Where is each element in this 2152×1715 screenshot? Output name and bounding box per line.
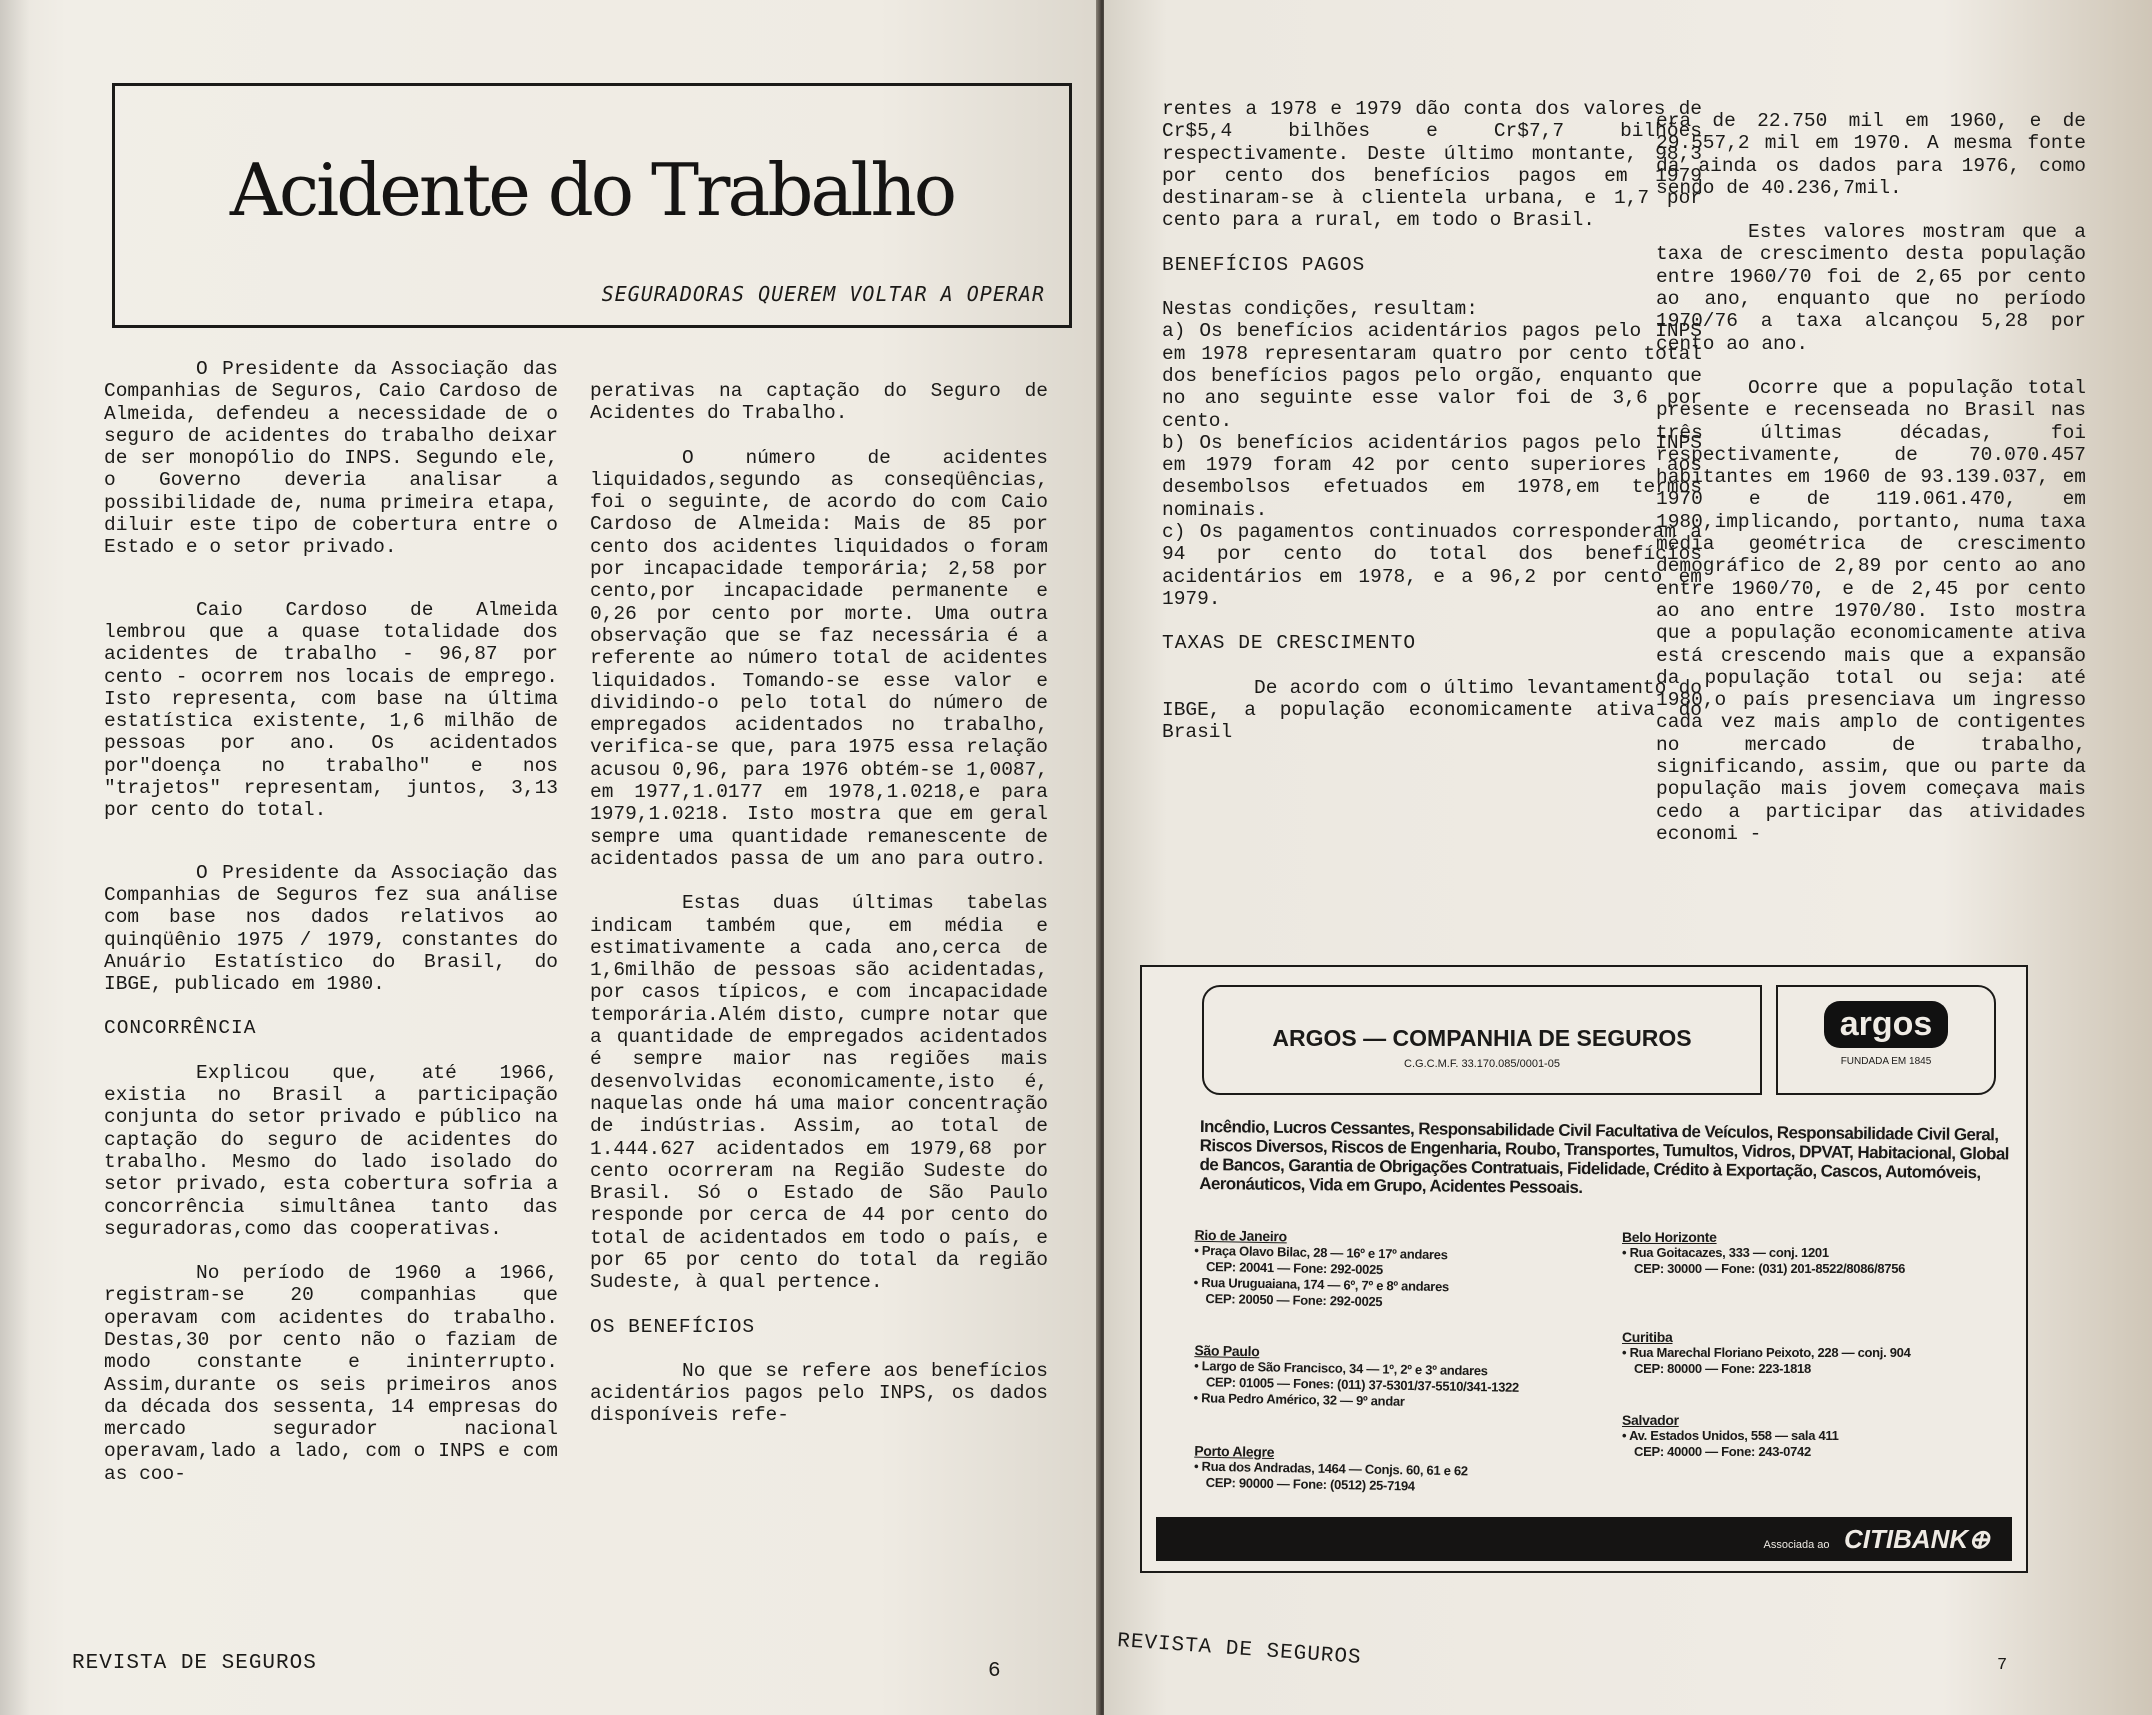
branch-cep: CEP: 30000 — Fone: (031) 201-8522/8086/8756 bbox=[1634, 1261, 1906, 1276]
ad-footer-bar bbox=[1156, 1517, 2012, 1561]
footer-magazine-title: REVISTA DE SEGUROS bbox=[1116, 1630, 1363, 1671]
paragraph: b) Os benefícios acidentários pagos pelo INPS em 1979 foram 42 por cento superiores aos desembolsos efetuados em 1978,em termos nominais. bbox=[1162, 431, 1702, 521]
right-column-2 bbox=[1656, 110, 2086, 867]
article-title: Acidente do Trabalho bbox=[229, 148, 955, 232]
ad-logo-box bbox=[1776, 985, 1996, 1095]
paragraph: No período de 1960 a 1966, registram-se 20 companhias que operavam com acidentes do trabalho. Destas,30 por cento não o faziam de modo constante e ininterrupto. Assim,durante os seis primeiros anos da década dos sessenta, 14 empresas do mercado segurador nacional operavam,lado a lado, com o INPS e com as coo- bbox=[104, 1262, 558, 1485]
branch-city: Porto Alegre bbox=[1194, 1442, 1275, 1461]
paragraph: Explicou que, até 1966, existia no Brasil a participação conjunta do setor privado e público na captação do seguro de acidentes do trabalho. Mesmo do lado isolado do setor privado, esta cobertura sofria a concorrência simultânea tanto das seguradoras,como das cooperativas. bbox=[104, 1061, 558, 1240]
ad-associated-label: Associada ao bbox=[1763, 1539, 1830, 1551]
argos-advertisement bbox=[1140, 965, 2028, 1573]
left-column-1 bbox=[104, 358, 558, 1507]
footer-magazine-title: REVISTA DE SEGUROS bbox=[72, 1652, 317, 1675]
branch-address: • Rua Marechal Floriano Peixoto, 228 — conj. 904 bbox=[1622, 1345, 1911, 1360]
paragraph: O Presidente da Associação das Companhias de Seguros fez sua análise com base nos dados relativos ao quinqüênio 1975 / 1979, constantes do Anuário Estatístico do Brasil, do IBGE, publicado em 1980. bbox=[104, 861, 558, 996]
paragraph: O número de acidentes liquidados,segundo as conseqüências, foi o seguinte, de acordo do com Caio Cardoso de Almeida: Mais de 85 por cento dos acidentes liquidados o foram por incapacidade temporária; 2,58 por cento,por incapacidade permanente e 0,26 por cento por morte. Uma outra observação que se faz necessária é a referente ao número total de acidentes liquidados. Tomando-se esse valor e dividindo-o pelo total do número de empregados acidentados no trabalho, verifica-se que, para 1975 essa relação acusou 0,96, para 1976 obtém-se 1,0087, em 1977,1.0177 em 1978,1.0218,e para 1979,1.0218. Isto mostra que em geral sempre uma quantidade remanescente de acidentados passa de um ano para outro. bbox=[590, 446, 1048, 870]
branch-address: • Rua Uruguaiana, 174 — 6º, 7º e 8º andares bbox=[1193, 1274, 1450, 1295]
page-number: 7 bbox=[1997, 1656, 2009, 1675]
ad-founded: FUNDADA EM 1845 bbox=[1840, 1056, 1932, 1067]
paragraph: De acordo com o último levantamento do IBGE, a população economicamente ativa do Brasil bbox=[1162, 676, 1702, 744]
branch-address: • Largo de São Francisco, 34 — 1º, 2º e 3º andares bbox=[1194, 1358, 1488, 1379]
branch-address: • Av. Estados Unidos, 558 — sala 411 bbox=[1622, 1428, 1839, 1443]
paragraph: c) Os pagamentos continuados corresponderam a 94 por cento do total dos benefícios acidentários em 1978, e a 96,2 por cento em 1979. bbox=[1162, 521, 1702, 610]
branch-cep: CEP: 20041 — Fone: 292-0025 bbox=[1205, 1258, 1384, 1278]
section-heading-beneficios: OS BENEFÍCIOS bbox=[590, 1315, 756, 1338]
branch-city: Belo Horizonte bbox=[1622, 1229, 1717, 1245]
paragraph: Nestas condições, resultam: bbox=[1162, 298, 1478, 321]
branch-address: • Rua Pedro Américo, 32 — 9º andar bbox=[1193, 1390, 1405, 1409]
paragraph: perativas na captação do Seguro de Acidentes do Trabalho. bbox=[590, 380, 1048, 425]
paragraph: rentes a 1978 e 1979 dão conta dos valores de Cr$5,4 bilhões e Cr$7,7 bilhões respectivamente. Deste último montante, 98,3 por cento dos benefícios pagos em 1979 destinaram-se à clientela urbana, e 1,7 por cento para a rural, em todo o Brasil. bbox=[1162, 98, 1702, 232]
paragraph: Estas duas últimas tabelas indicam também que, em média e estimativamente a cada ano,cerca de 1,6milhão de pessoas são acidentadas, por casos típicos, e com incapacidade temporária.Além disto, cumpre notar que a quantidade de empregados acidentados é sempre maior nas regiões mais desenvolvidas economicamente,isto é, naquelas onde há uma maior concentração de indústrias. Assim, ao total de 1.444.627 acidentados em 1979,68 por cento ocorreram na Região Sudeste do Brasil. Só o Estado de São Paulo responde por cerca de 44 por cento do total de acidentados em todo o país, e por 65 por cento do total da região Sudeste, à qual pertence. bbox=[590, 892, 1048, 1294]
branch-cep: CEP: 90000 — Fone: (0512) 25-7194 bbox=[1205, 1474, 1415, 1494]
ad-cgc: C.G.C.M.F. 33.170.085/0001-05 bbox=[1404, 1058, 1560, 1070]
paragraph: Ocorre que a população total presente e recenseada no Brasil nas três últimas décadas, foi respectivamente, de 70.070.457 habitantes em 1960 de 93.139.037, em 1970 e de 119.061.470, em 1980,implicando, portanto, numa taxa média geométrica de crescimento demográfico de 2,89 por cento ao ano entre 1960/70, e de 2,45 por cento ao ano entre 1970/80. Isto mostra que a população economicamente ativa está crescendo mais que a expansão da população total ou seja: até 1980,o país presenciava um ingresso cada vez mais amplo de contigentes no mercado de trabalho, significando, assim, que ou parte da população mais jovem começava mais cedo a participar das atividades economi - bbox=[1656, 376, 2086, 845]
article-subtitle: SEGURADORAS QUEREM VOLTAR A OPERAR bbox=[601, 282, 1045, 306]
ad-company-header bbox=[1202, 985, 1762, 1095]
article-title-box bbox=[112, 83, 1072, 328]
branch-city: Curitiba bbox=[1622, 1329, 1673, 1345]
paragraph: No que se refere aos benefícios acidentários pagos pelo INPS, os dados disponíveis refe- bbox=[590, 1359, 1048, 1427]
page-edge-shadow bbox=[0, 0, 30, 1715]
branch-cep: CEP: 01005 — Fones: (011) 37-5301/37-5510/341-1322 bbox=[1205, 1374, 1520, 1395]
branch-cep: CEP: 40000 — Fone: 243-0742 bbox=[1634, 1444, 1811, 1459]
branch-city: São Paulo bbox=[1194, 1342, 1260, 1360]
paragraph: Caio Cardoso de Almeida lembrou que a quase totalidade dos acidentes de trabalho - 96,87 por cento - ocorrem nos locais de emprego. Isto representa, com base na última estatística existente, 1,6 milhão de pessoas por ano. Os acidentados por"doença no trabalho" e nos "trajetos" representam, juntos, 3,13 por cento do total. bbox=[104, 598, 558, 822]
section-heading-concorrencia: CONCORRÊNCIA bbox=[104, 1017, 257, 1040]
branch-address: • Praça Olavo Bilac, 28 — 16º e 17º andares bbox=[1194, 1242, 1448, 1263]
branch-cep: CEP: 80000 — Fone: 223-1818 bbox=[1634, 1361, 1811, 1376]
branch-cwb bbox=[1622, 1329, 1911, 1377]
paragraph: O Presidente da Associação das Companhias de Seguros, Caio Cardoso de Almeida, defendeu a necessidade de o seguro de acidentes do trabalho deixar de ser monopólio do INPS. Segundo ele, o Governo deveria analisar a possibilidade de, numa primeira etapa, diluir este tipo de cobertura entre o Estado e o setor privado. bbox=[104, 358, 558, 559]
paragraph: Estes valores mostram que a taxa de crescimento desta população entre 1960/70 foi de 2,65 por cento ao ano, enquanto que no período 1970/76 a taxa alcançou 5,28 por cento ao ano. bbox=[1656, 221, 2086, 355]
branch-poa bbox=[1194, 1443, 1469, 1496]
right-column-1 bbox=[1162, 98, 1702, 765]
left-column-2 bbox=[590, 380, 1048, 1449]
section-heading-taxas: TAXAS DE CRESCIMENTO bbox=[1162, 632, 1417, 655]
branch-city: Salvador bbox=[1622, 1412, 1679, 1428]
branch-address: • Rua dos Andradas, 1464 — Conjs. 60, 61 e 62 bbox=[1193, 1458, 1468, 1479]
citibank-logo: CITIBANK⊕ bbox=[1844, 1524, 1990, 1554]
branch-bh bbox=[1622, 1229, 1905, 1277]
branch-sp bbox=[1193, 1342, 1519, 1412]
paragraph: era de 22.750 mil em 1960, e de 29.557,2 mil em 1970. A mesma fonte dá ainda os dados para 1976, como sendo de 40.236,7mil. bbox=[1656, 110, 2086, 199]
branch-address: • Rua Goitacazes, 333 — conj. 1201 bbox=[1622, 1245, 1829, 1260]
section-heading-beneficios-pagos: BENEFÍCIOS PAGOS bbox=[1162, 253, 1366, 276]
branch-city: Rio de Janeiro bbox=[1194, 1226, 1287, 1245]
branch-ssa bbox=[1622, 1412, 1839, 1460]
argos-logo: argos bbox=[1824, 1001, 1949, 1048]
ad-insurance-lines: Incêndio, Lucros Cessantes, Responsabilidade Civil Facultativa de Veículos, Responsabilidade Civil Geral, Riscos Diversos, Riscos de Engenharia, Roubo, Transportes, Tumultos, Vidros, DPVAT, Habitacional, Global de Bancos, Garantia de Obrigações Contratuais, Fidelidade, Crédito à Exportação, Cascos, Automóveis, Aeronáuticos, Vida em Grupo, Acidentes Pessoais. bbox=[1199, 1117, 2009, 1198]
ad-company-name: ARGOS — COMPANHIA DE SEGUROS bbox=[1272, 1025, 1692, 1051]
page-number: 6 bbox=[988, 1660, 1002, 1683]
branch-cep: CEP: 20050 — Fone: 292-0025 bbox=[1205, 1290, 1383, 1310]
branch-rio bbox=[1193, 1227, 1450, 1311]
paragraph: a) Os benefícios acidentários pagos pelo INPS em 1978 representaram quatro por cento total dos benefícios pagos pelo orgão, enquanto que no ano seguinte esse valor foi de 3,6 por cento. bbox=[1162, 320, 1702, 432]
